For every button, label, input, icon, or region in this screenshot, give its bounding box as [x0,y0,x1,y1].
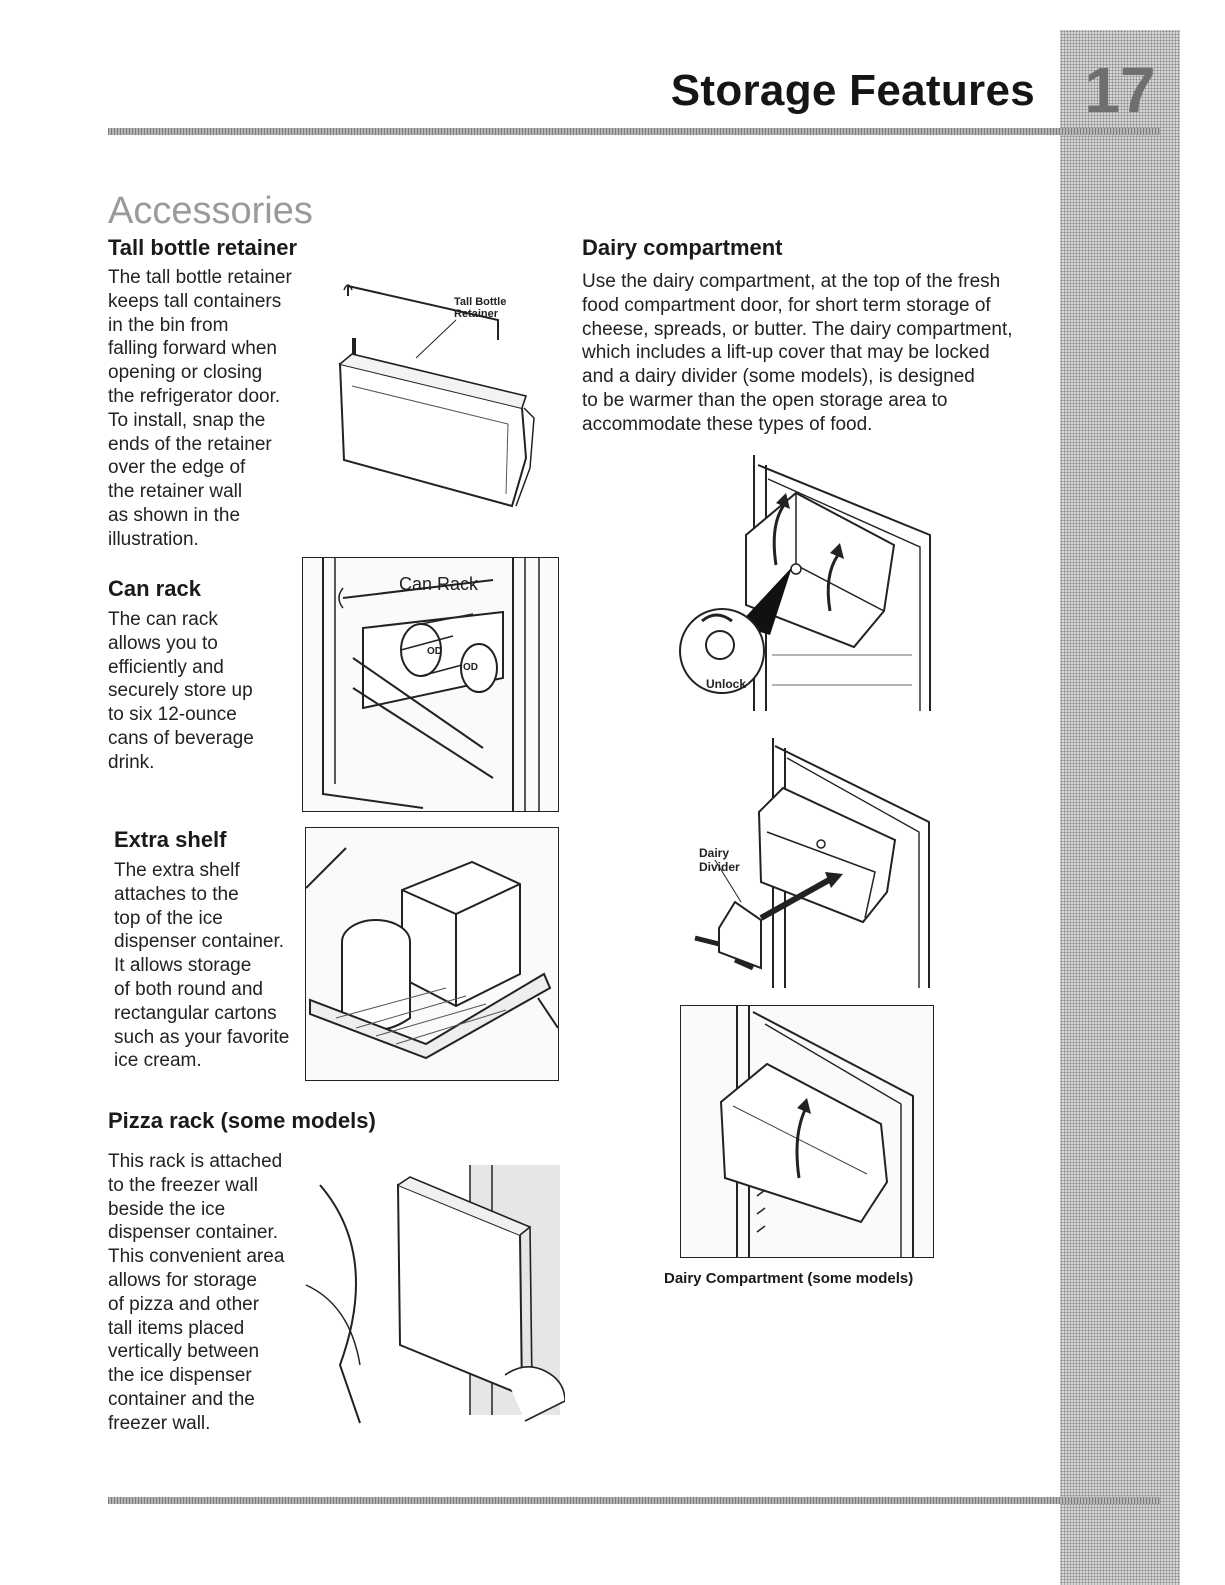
header-rule [108,128,1160,135]
tall-bottle-figure [312,268,544,510]
divider-label-line1: Dairy [699,846,730,860]
dairy-text: Use the dairy compartment, at the top of the fresh food compartment door, for short term storage of cheese, spreads, or butter. The dairy compartment, which includes a lift-up cover that may be locked and a dairy divider (some models), is designed to be warmer than the open storage area to accommodate these types of food. [582,271,1013,435]
dairy-divider-figure [675,732,933,988]
page-title: Storage Features [670,66,1035,115]
extra-shelf-figure [305,827,559,1081]
tall-bottle-label-line1: Tall Bottle [454,296,507,308]
can-rack-label: Can Rack [399,574,479,594]
can-rack-heading: Can rack [108,576,201,601]
footer-rule [108,1497,1160,1504]
dairy-closed-figure [680,1005,934,1258]
extra-shelf-heading: Extra shelf [114,827,227,852]
unlock-label: Unlock [706,677,747,691]
pizza-rack-text: This rack is attached to the freezer wall beside the ice dispenser container. This convenient area allows for storage of pizza and other tall items placed vertically between the ice dispenser container and the freezer wall. [108,1151,285,1434]
side-tab-bar [1060,30,1180,1585]
tall-bottle-heading: Tall bottle retainer [108,235,298,260]
pizza-rack-figure [300,1165,565,1425]
divider-label-line2: Divider [699,860,740,874]
can-rack-text: The can rack allows you to efficiently and securely store up to six 12-ounce cans of beverage drink. [108,609,254,773]
tall-bottle-text: The tall bottle retainer keeps tall containers in the bin from falling forward when opening or closing the refrigerator door. To install, snap the ends of the retainer over the edge of the retainer wall as shown in the illustration. [108,267,292,550]
extra-shelf-text: The extra shelf attaches to the top of the ice dispenser container. It allows storage of both round and rectangular cartons such as your favorite ice cream. [114,860,290,1072]
dairy-heading: Dairy compartment [582,235,783,260]
page-number: 17 [1084,54,1156,126]
can-rack-figure [302,557,559,812]
tall-bottle-label-line2: Retainer [454,308,499,320]
dairy-unlock-figure [672,455,934,711]
svg-text:OD: OD [427,646,442,657]
section-heading: Accessories [108,190,313,232]
dairy-caption: Dairy Compartment (some models) [664,1270,914,1287]
svg-text:OD: OD [463,662,478,673]
pizza-rack-heading: Pizza rack (some models) [108,1108,376,1133]
